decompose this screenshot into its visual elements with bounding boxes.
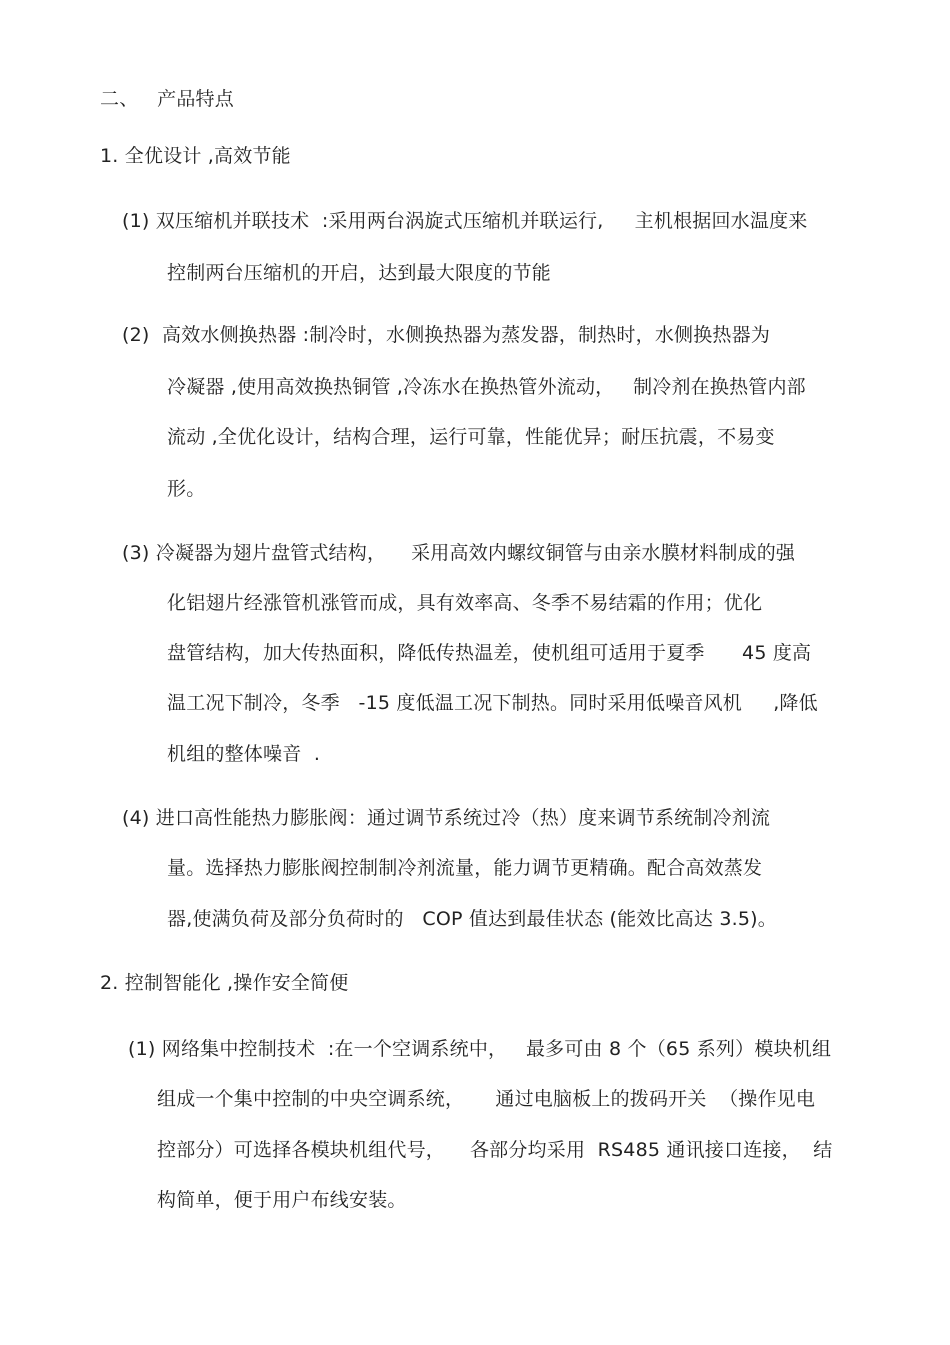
item2-p1-line: 构简单，便于用户布线安装。 — [157, 1189, 407, 1211]
item1-p1-line: 控制两台压缩机的开启，达到最大限度的节能 — [167, 262, 552, 284]
item1-p2-line: 形。 — [167, 478, 206, 500]
item2-p1-line: 组成一个集中控制的中央空调系统， 通过电脑板上的拨码开关 （操作见电 — [157, 1088, 816, 1110]
item1-title: 1. 全优设计 ,高效节能 — [100, 145, 291, 167]
item1-p2-line: 冷凝器 ,使用高效换热铜管 ,冷冻水在换热管外流动， 制冷剂在换热管内部 — [167, 376, 806, 398]
item1-p1-line: (1) 双压缩机并联技术 :采用两台涡旋式压缩机并联运行, 主机根据回水温度来 — [122, 210, 808, 232]
section-heading: 二、 产品特点 — [100, 88, 234, 110]
item1-p4-line: (4) 进口高性能热力膨胀阀：通过调节系统过冷（热）度来调节系统制冷剂流 — [122, 807, 771, 829]
item2-p1-line: (1) 网络集中控制技术 :在一个空调系统中， 最多可由 8 个（65 系列）模块机组 — [128, 1038, 832, 1060]
item1-p2-line: (2) 高效水侧换热器 :制冷时，水侧换热器为蒸发器，制热时，水侧换热器为 — [122, 324, 771, 346]
item2-p1-line: 控部分）可选择各模块机组代号， 各部分均采用 RS485 通讯接口连接， 结 — [157, 1139, 833, 1161]
item1-p3-line: 温工况下制冷，冬季 -15 度低温工况下制热。同时采用低噪音风机 ,降低 — [167, 692, 818, 714]
item1-p2-line: 流动 ,全优化设计，结构合理，运行可靠，性能优异；耐压抗震，不易变 — [167, 426, 775, 448]
item2-title: 2. 控制智能化 ,操作安全简便 — [100, 972, 349, 994]
item1-p4-line: 器,使满负荷及部分负荷时的 COP 值达到最佳状态 (能效比高达 3.5)。 — [167, 908, 777, 930]
item1-p3-line: (3) 冷凝器为翅片盘管式结构， 采用高效内螺纹铜管与由亲水膜材料制成的强 — [122, 542, 796, 564]
item1-p4-line: 量。选择热力膨胀阀控制制冷剂流量，能力调节更精确。配合高效蒸发 — [167, 857, 763, 879]
item1-p3-line: 盘管结构，加大传热面积，降低传热温差，使机组可适用于夏季 45 度高 — [167, 642, 812, 664]
item1-p3-line: 化铝翅片经涨管机涨管而成，具有效率高、冬季不易结霜的作用；优化 — [167, 592, 763, 614]
item1-p3-line: 机组的整体噪音 . — [167, 743, 321, 765]
